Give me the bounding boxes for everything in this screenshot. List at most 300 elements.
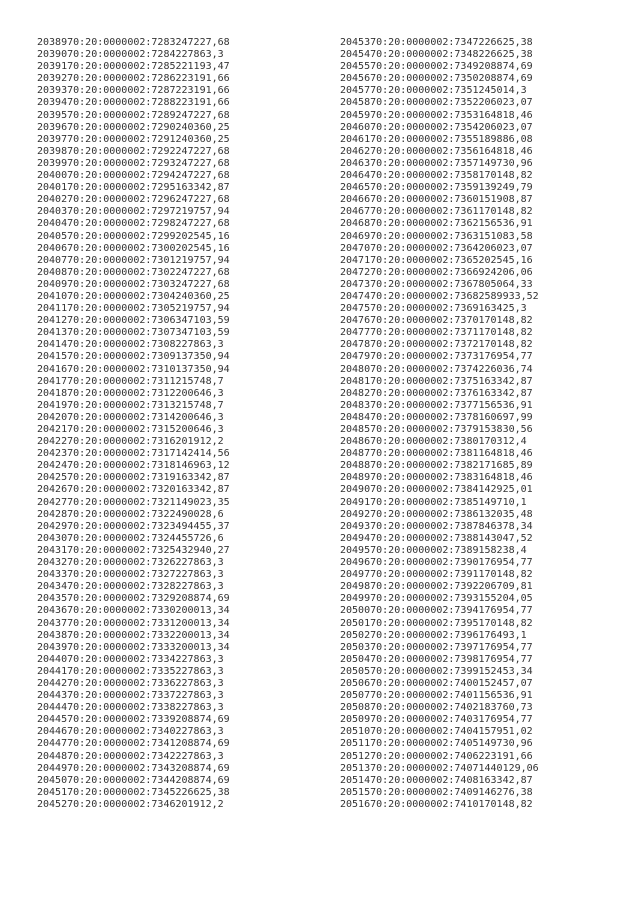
row-number: 20415 xyxy=(37,351,68,363)
table-row xyxy=(37,569,230,581)
row-number: 20460 xyxy=(340,121,371,133)
cadastral-number: 70:20:0000002:7365 xyxy=(370,254,479,266)
cadastral-number: 70:20:0000002:7289 xyxy=(67,109,176,121)
cadastral-number: 70:20:0000002:7385 xyxy=(370,496,479,508)
table-row xyxy=(340,49,539,61)
table-row xyxy=(37,206,230,218)
cadastral-number: 70:20:0000002:7352 xyxy=(370,97,479,109)
table-row xyxy=(340,170,539,182)
cadastral-value: 170148,82 xyxy=(478,798,533,810)
cadastral-number: 70:20:0000002:7310 xyxy=(67,363,176,375)
cadastral-value: 247227,68 xyxy=(175,170,230,182)
table-row xyxy=(37,436,230,448)
cadastral-value: 176954,77 xyxy=(478,351,533,363)
cadastral-value: 202545,16 xyxy=(175,230,230,242)
table-row xyxy=(37,751,230,763)
row-number: 20445 xyxy=(37,714,68,726)
row-number: 20449 xyxy=(37,762,68,774)
row-number: 20414 xyxy=(37,339,68,351)
cadastral-value: 227863,3 xyxy=(175,665,224,677)
table-row xyxy=(340,388,539,400)
cadastral-number: 70:20:0000002:7331 xyxy=(67,617,176,629)
cadastral-number: 70:20:0000002:7373 xyxy=(370,351,479,363)
row-number: 20433 xyxy=(37,569,68,581)
cadastral-number: 70:20:0000002:7387 xyxy=(370,520,479,532)
cadastral-value: 170148,82 xyxy=(478,206,533,218)
table-row xyxy=(37,581,230,593)
row-number: 20412 xyxy=(37,315,68,327)
table-row xyxy=(340,400,539,412)
cadastral-number: 70:20:0000002:7376 xyxy=(370,387,479,399)
cadastral-number: 70:20:0000002:7404 xyxy=(370,726,479,738)
row-number: 20516 xyxy=(340,798,371,810)
table-row xyxy=(340,424,539,436)
cadastral-number: 70:20:0000002:7390 xyxy=(370,557,479,569)
table-row xyxy=(340,255,539,267)
cadastral-value: 227863,3 xyxy=(175,653,224,665)
row-number: 20448 xyxy=(37,750,68,762)
cadastral-value: 227863,3 xyxy=(175,702,224,714)
row-number: 20398 xyxy=(37,145,68,157)
cadastral-number: 70:20:0000002:7400 xyxy=(370,677,479,689)
table-row xyxy=(37,690,230,702)
cadastral-number: 70:20:0000002:7295 xyxy=(67,182,176,194)
cadastral-value: 455726,6 xyxy=(175,532,224,544)
table-row xyxy=(340,351,539,363)
row-number: 20496 xyxy=(340,557,371,569)
row-number: 20399 xyxy=(37,157,68,169)
cadastral-number: 70:20:0000002:7308 xyxy=(67,339,176,351)
table-row xyxy=(37,267,230,279)
table-row xyxy=(340,315,539,327)
row-number: 20461 xyxy=(340,133,371,145)
cadastral-value: 1440129,06 xyxy=(478,762,539,774)
table-row xyxy=(37,714,230,726)
cadastral-value: 227863,3 xyxy=(175,581,224,593)
cadastral-value: 226625,38 xyxy=(478,37,533,48)
row-number: 20393 xyxy=(37,85,68,97)
cadastral-value: 176954,77 xyxy=(478,653,533,665)
row-number: 20500 xyxy=(340,605,371,617)
cadastral-value: 176954,77 xyxy=(478,714,533,726)
cadastral-value: 151908,87 xyxy=(478,194,533,206)
cadastral-number: 70:20:0000002:7367 xyxy=(370,278,479,290)
table-row xyxy=(340,448,539,460)
row-number: 20482 xyxy=(340,387,371,399)
cadastral-value: 202545,16 xyxy=(478,254,533,266)
cadastral-number: 70:20:0000002:7309 xyxy=(67,351,176,363)
cadastral-number: 70:20:0000002:7314 xyxy=(67,411,176,423)
cadastral-value: 176493,1 xyxy=(478,629,527,641)
table-row xyxy=(340,787,539,799)
row-number: 20472 xyxy=(340,266,371,278)
table-row xyxy=(37,110,230,122)
table-row xyxy=(37,61,230,73)
cadastral-number: 70:20:0000002:7288 xyxy=(67,97,176,109)
cadastral-value: 200646,3 xyxy=(175,411,224,423)
table-row xyxy=(340,303,539,315)
cadastral-value: 208874,69 xyxy=(175,774,230,786)
row-number: 20470 xyxy=(340,242,371,254)
cadastral-number: 70:20:0000002:7298 xyxy=(67,218,176,230)
table-row xyxy=(340,110,539,122)
table-row xyxy=(37,303,230,315)
row-number: 20431 xyxy=(37,544,68,556)
cadastral-value: 223191,66 xyxy=(175,97,230,109)
row-number: 20438 xyxy=(37,629,68,641)
row-number: 20432 xyxy=(37,557,68,569)
table-row xyxy=(340,73,539,85)
row-number: 20410 xyxy=(37,290,68,302)
cadastral-number: 70:20:0000002:7361 xyxy=(370,206,479,218)
row-number: 20417 xyxy=(37,375,68,387)
row-number: 20514 xyxy=(340,774,371,786)
cadastral-number: 70:20:0000002:7360 xyxy=(370,194,479,206)
row-number: 20491 xyxy=(340,496,371,508)
cadastral-number: 70:20:0000002:7325 xyxy=(67,544,176,556)
row-number: 20483 xyxy=(340,399,371,411)
row-number: 20508 xyxy=(340,702,371,714)
table-row xyxy=(37,388,230,400)
cadastral-number: 70:20:0000002:7345 xyxy=(67,786,176,798)
cadastral-number: 70:20:0000002:7406 xyxy=(370,750,479,762)
cadastral-value: 170148,82 xyxy=(478,315,533,327)
cadastral-number: 70:20:0000002:7312 xyxy=(67,387,176,399)
right-column xyxy=(340,37,539,811)
cadastral-value: 137350,94 xyxy=(175,363,230,375)
table-row xyxy=(37,424,230,436)
cadastral-number: 70:20:0000002:7321 xyxy=(67,496,176,508)
table-row xyxy=(340,182,539,194)
cadastral-value: 142925,01 xyxy=(478,484,533,496)
cadastral-value: 247227,68 xyxy=(175,109,230,121)
table-row xyxy=(340,545,539,557)
table-row xyxy=(37,364,230,376)
table-row xyxy=(37,497,230,509)
row-number: 20421 xyxy=(37,424,68,435)
table-row xyxy=(340,702,539,714)
row-number: 20480 xyxy=(340,363,371,375)
table-row xyxy=(340,194,539,206)
table-row xyxy=(340,690,539,702)
table-row xyxy=(340,279,539,291)
row-number: 20436 xyxy=(37,605,68,617)
cadastral-value: 170148,82 xyxy=(478,569,533,581)
table-row xyxy=(340,605,539,617)
row-number: 20515 xyxy=(340,786,371,798)
cadastral-value: 208874,69 xyxy=(175,714,230,726)
row-number: 20403 xyxy=(37,206,68,218)
row-number: 20425 xyxy=(37,472,68,484)
cadastral-number: 70:20:0000002:7319 xyxy=(67,472,176,484)
row-number: 20395 xyxy=(37,109,68,121)
row-number: 20440 xyxy=(37,653,68,665)
cadastral-value: 227863,3 xyxy=(175,569,224,581)
cadastral-value: 176954,77 xyxy=(478,641,533,653)
table-row xyxy=(37,122,230,134)
row-number: 20458 xyxy=(340,97,371,109)
cadastral-number: 70:20:0000002:7330 xyxy=(67,605,176,617)
cadastral-number: 70:20:0000002:7395 xyxy=(370,617,479,629)
cadastral-number: 70:20:0000002:7369 xyxy=(370,303,479,315)
row-number: 20509 xyxy=(340,714,371,726)
cadastral-value: 200646,3 xyxy=(175,424,224,435)
table-row xyxy=(37,339,230,351)
row-number: 20435 xyxy=(37,593,68,605)
cadastral-value: 142414,56 xyxy=(175,448,230,460)
table-row xyxy=(340,97,539,109)
cadastral-value: 208874,69 xyxy=(478,73,533,85)
table-row xyxy=(340,376,539,388)
row-number: 20510 xyxy=(340,726,371,738)
table-row xyxy=(340,581,539,593)
cadastral-value: 490028,6 xyxy=(175,508,224,520)
cadastral-value: 152453,34 xyxy=(478,665,533,677)
cadastral-value: 176954,77 xyxy=(478,605,533,617)
cadastral-number: 70:20:0000002:7389 xyxy=(370,544,479,556)
table-row xyxy=(37,509,230,521)
table-row xyxy=(340,436,539,448)
cadastral-value: 227863,3 xyxy=(175,690,224,702)
table-row xyxy=(340,497,539,509)
row-number: 20484 xyxy=(340,411,371,423)
row-number: 20513 xyxy=(340,762,371,774)
row-number: 20442 xyxy=(37,677,68,689)
table-row xyxy=(340,37,539,49)
cadastral-number: 70:20:0000002:7379 xyxy=(370,424,479,435)
row-number: 20512 xyxy=(340,750,371,762)
cadastral-value: 227863,3 xyxy=(175,339,224,351)
cadastral-number: 70:20:0000002:7346 xyxy=(67,798,176,810)
cadastral-number: 70:20:0000002:7338 xyxy=(67,702,176,714)
cadastral-number: 70:20:0000002:7362 xyxy=(370,218,479,230)
row-number: 20507 xyxy=(340,690,371,702)
cadastral-value: 156536,91 xyxy=(478,690,533,702)
table-row xyxy=(37,460,230,472)
row-number: 20406 xyxy=(37,242,68,254)
table-row xyxy=(340,61,539,73)
cadastral-value: 200013,34 xyxy=(175,629,230,641)
table-row xyxy=(37,412,230,424)
cadastral-value: 163342,87 xyxy=(175,182,230,194)
cadastral-number: 70:20:0000002:7399 xyxy=(370,665,479,677)
table-row xyxy=(340,618,539,630)
cadastral-number: 70:20:0000002:7408 xyxy=(370,774,479,786)
cadastral-number: 70:20:0000002:7329 xyxy=(67,593,176,605)
cadastral-number: 70:20:0000002:7300 xyxy=(67,242,176,254)
row-number: 20485 xyxy=(340,424,371,435)
row-number: 20396 xyxy=(37,121,68,133)
cadastral-value: 245014,3 xyxy=(478,85,527,97)
cadastral-value: 206709,81 xyxy=(478,581,533,593)
row-number: 20499 xyxy=(340,593,371,605)
table-row xyxy=(37,243,230,255)
table-row xyxy=(37,231,230,243)
row-number: 20504 xyxy=(340,653,371,665)
table-row xyxy=(340,533,539,545)
table-row xyxy=(37,134,230,146)
table-row xyxy=(37,73,230,85)
cadastral-number: 70:20:0000002:7332 xyxy=(67,629,176,641)
cadastral-value: 247227,68 xyxy=(175,266,230,278)
table-row xyxy=(37,170,230,182)
table-row xyxy=(340,678,539,690)
row-number: 20430 xyxy=(37,532,68,544)
table-row xyxy=(340,714,539,726)
cadastral-value: 247227,68 xyxy=(175,194,230,206)
row-number: 20426 xyxy=(37,484,68,496)
cadastral-number: 70:20:0000002:7403 xyxy=(370,714,479,726)
cadastral-value: 206023,07 xyxy=(478,97,533,109)
cadastral-value: 208874,69 xyxy=(478,61,533,73)
cadastral-value: 226625,38 xyxy=(175,786,230,798)
table-row xyxy=(340,412,539,424)
cadastral-value: 247227,68 xyxy=(175,157,230,169)
cadastral-number: 70:20:0000002:7401 xyxy=(370,690,479,702)
table-row xyxy=(37,545,230,557)
row-number: 20409 xyxy=(37,278,68,290)
cadastral-value: 163342,87 xyxy=(478,387,533,399)
cadastral-value: 164818,46 xyxy=(478,448,533,460)
cadastral-number: 70:20:0000002:7383 xyxy=(370,472,479,484)
cadastral-value: 240360,25 xyxy=(175,121,230,133)
row-number: 20454 xyxy=(340,49,371,61)
table-row xyxy=(340,593,539,605)
row-number: 20493 xyxy=(340,520,371,532)
table-row xyxy=(37,726,230,738)
row-number: 20467 xyxy=(340,206,371,218)
cadastral-value: 170312,4 xyxy=(478,436,527,448)
row-number: 20429 xyxy=(37,520,68,532)
cadastral-value: 215748,7 xyxy=(175,399,224,411)
cadastral-value: 151083,58 xyxy=(478,230,533,242)
row-number: 20420 xyxy=(37,411,68,423)
cadastral-number: 70:20:0000002:7297 xyxy=(67,206,176,218)
cadastral-value: 132035,48 xyxy=(478,508,533,520)
cadastral-value: 201912,2 xyxy=(175,798,224,810)
row-number: 20447 xyxy=(37,738,68,750)
cadastral-value: 163342,87 xyxy=(478,375,533,387)
row-number: 20511 xyxy=(340,738,371,750)
cadastral-value: 219757,94 xyxy=(175,254,230,266)
cadastral-number: 70:20:0000002:7356 xyxy=(370,145,479,157)
cadastral-number: 70:20:0000002:7284 xyxy=(67,49,176,61)
cadastral-value: 146963,12 xyxy=(175,460,230,472)
table-row xyxy=(37,521,230,533)
cadastral-value: 176954,77 xyxy=(478,557,533,569)
cadastral-number: 70:20:0000002:7294 xyxy=(67,170,176,182)
row-number: 20456 xyxy=(340,73,371,85)
cadastral-value: 160697,99 xyxy=(478,411,533,423)
cadastral-value: 221193,47 xyxy=(175,61,230,73)
cadastral-value: 158238,4 xyxy=(478,544,527,556)
table-row xyxy=(37,472,230,484)
cadastral-number: 70:20:0000002:7375 xyxy=(370,375,479,387)
row-number: 20465 xyxy=(340,182,371,194)
cadastral-value: 219757,94 xyxy=(175,303,230,315)
table-row xyxy=(37,799,230,811)
cadastral-number: 70:20:0000002:7315 xyxy=(67,424,176,435)
cadastral-value: 247227,68 xyxy=(175,218,230,230)
table-row xyxy=(37,351,230,363)
row-number: 20450 xyxy=(37,774,68,786)
cadastral-value: 163425,3 xyxy=(478,303,527,315)
row-number: 20506 xyxy=(340,677,371,689)
cadastral-value: 227863,3 xyxy=(175,726,224,738)
table-row xyxy=(37,618,230,630)
cadastral-value: 200013,34 xyxy=(175,641,230,653)
row-number: 20489 xyxy=(340,472,371,484)
cadastral-value: 208874,69 xyxy=(175,738,230,750)
row-number: 20423 xyxy=(37,448,68,460)
table-row xyxy=(37,763,230,775)
cadastral-value: 227863,3 xyxy=(175,557,224,569)
cadastral-number: 70:20:0000002:7351 xyxy=(370,85,479,97)
row-number: 20405 xyxy=(37,230,68,242)
table-row xyxy=(340,726,539,738)
cadastral-value: 227863,3 xyxy=(175,49,224,61)
cadastral-value: 139249,79 xyxy=(478,182,533,194)
row-number: 20464 xyxy=(340,170,371,182)
row-number: 20463 xyxy=(340,157,371,169)
row-number: 20477 xyxy=(340,327,371,339)
table-row xyxy=(37,37,230,49)
table-row xyxy=(340,509,539,521)
cadastral-value: 149023,35 xyxy=(175,496,230,508)
row-number: 20422 xyxy=(37,436,68,448)
table-row xyxy=(340,642,539,654)
cadastral-number: 70:20:0000002:7410 xyxy=(370,798,479,810)
cadastral-number: 70:20:0000002:7287 xyxy=(67,85,176,97)
cadastral-number: 70:20:0000002:7303 xyxy=(67,278,176,290)
cadastral-value: 149730,96 xyxy=(478,738,533,750)
row-number: 20498 xyxy=(340,581,371,593)
table-row xyxy=(340,630,539,642)
cadastral-number: 70:20:0000002:7291 xyxy=(67,133,176,145)
cadastral-value: 171685,89 xyxy=(478,460,533,472)
cadastral-number: 70:20:0000002:7323 xyxy=(67,520,176,532)
cadastral-number: 70:20:0000002:7372 xyxy=(370,339,479,351)
cadastral-value: 2589933,52 xyxy=(478,290,539,302)
row-number: 20505 xyxy=(340,665,371,677)
cadastral-value: 347103,59 xyxy=(175,315,230,327)
table-row xyxy=(340,218,539,230)
cadastral-value: 227863,3 xyxy=(175,677,224,689)
row-number: 20444 xyxy=(37,702,68,714)
cadastral-value: 163342,87 xyxy=(478,774,533,786)
cadastral-number: 70:20:0000002:7409 xyxy=(370,786,479,798)
table-row xyxy=(37,738,230,750)
cadastral-value: 152457,07 xyxy=(478,677,533,689)
cadastral-value: 157951,02 xyxy=(478,726,533,738)
cadastral-value: 170148,82 xyxy=(478,327,533,339)
cadastral-number: 70:20:0000002:7328 xyxy=(67,581,176,593)
table-row xyxy=(340,291,539,303)
row-number: 20501 xyxy=(340,617,371,629)
table-row xyxy=(37,146,230,158)
cadastral-number: 70:20:0000002:7306 xyxy=(67,315,176,327)
table-row xyxy=(37,182,230,194)
row-number: 20427 xyxy=(37,496,68,508)
cadastral-number: 70:20:0000002:7377 xyxy=(370,399,479,411)
cadastral-value: 432940,27 xyxy=(175,544,230,556)
table-row xyxy=(340,569,539,581)
table-row xyxy=(37,593,230,605)
row-number: 20389 xyxy=(37,37,68,48)
cadastral-number: 70:20:0000002:7290 xyxy=(67,121,176,133)
cadastral-value: 170148,82 xyxy=(478,339,533,351)
cadastral-value: 200013,34 xyxy=(175,605,230,617)
